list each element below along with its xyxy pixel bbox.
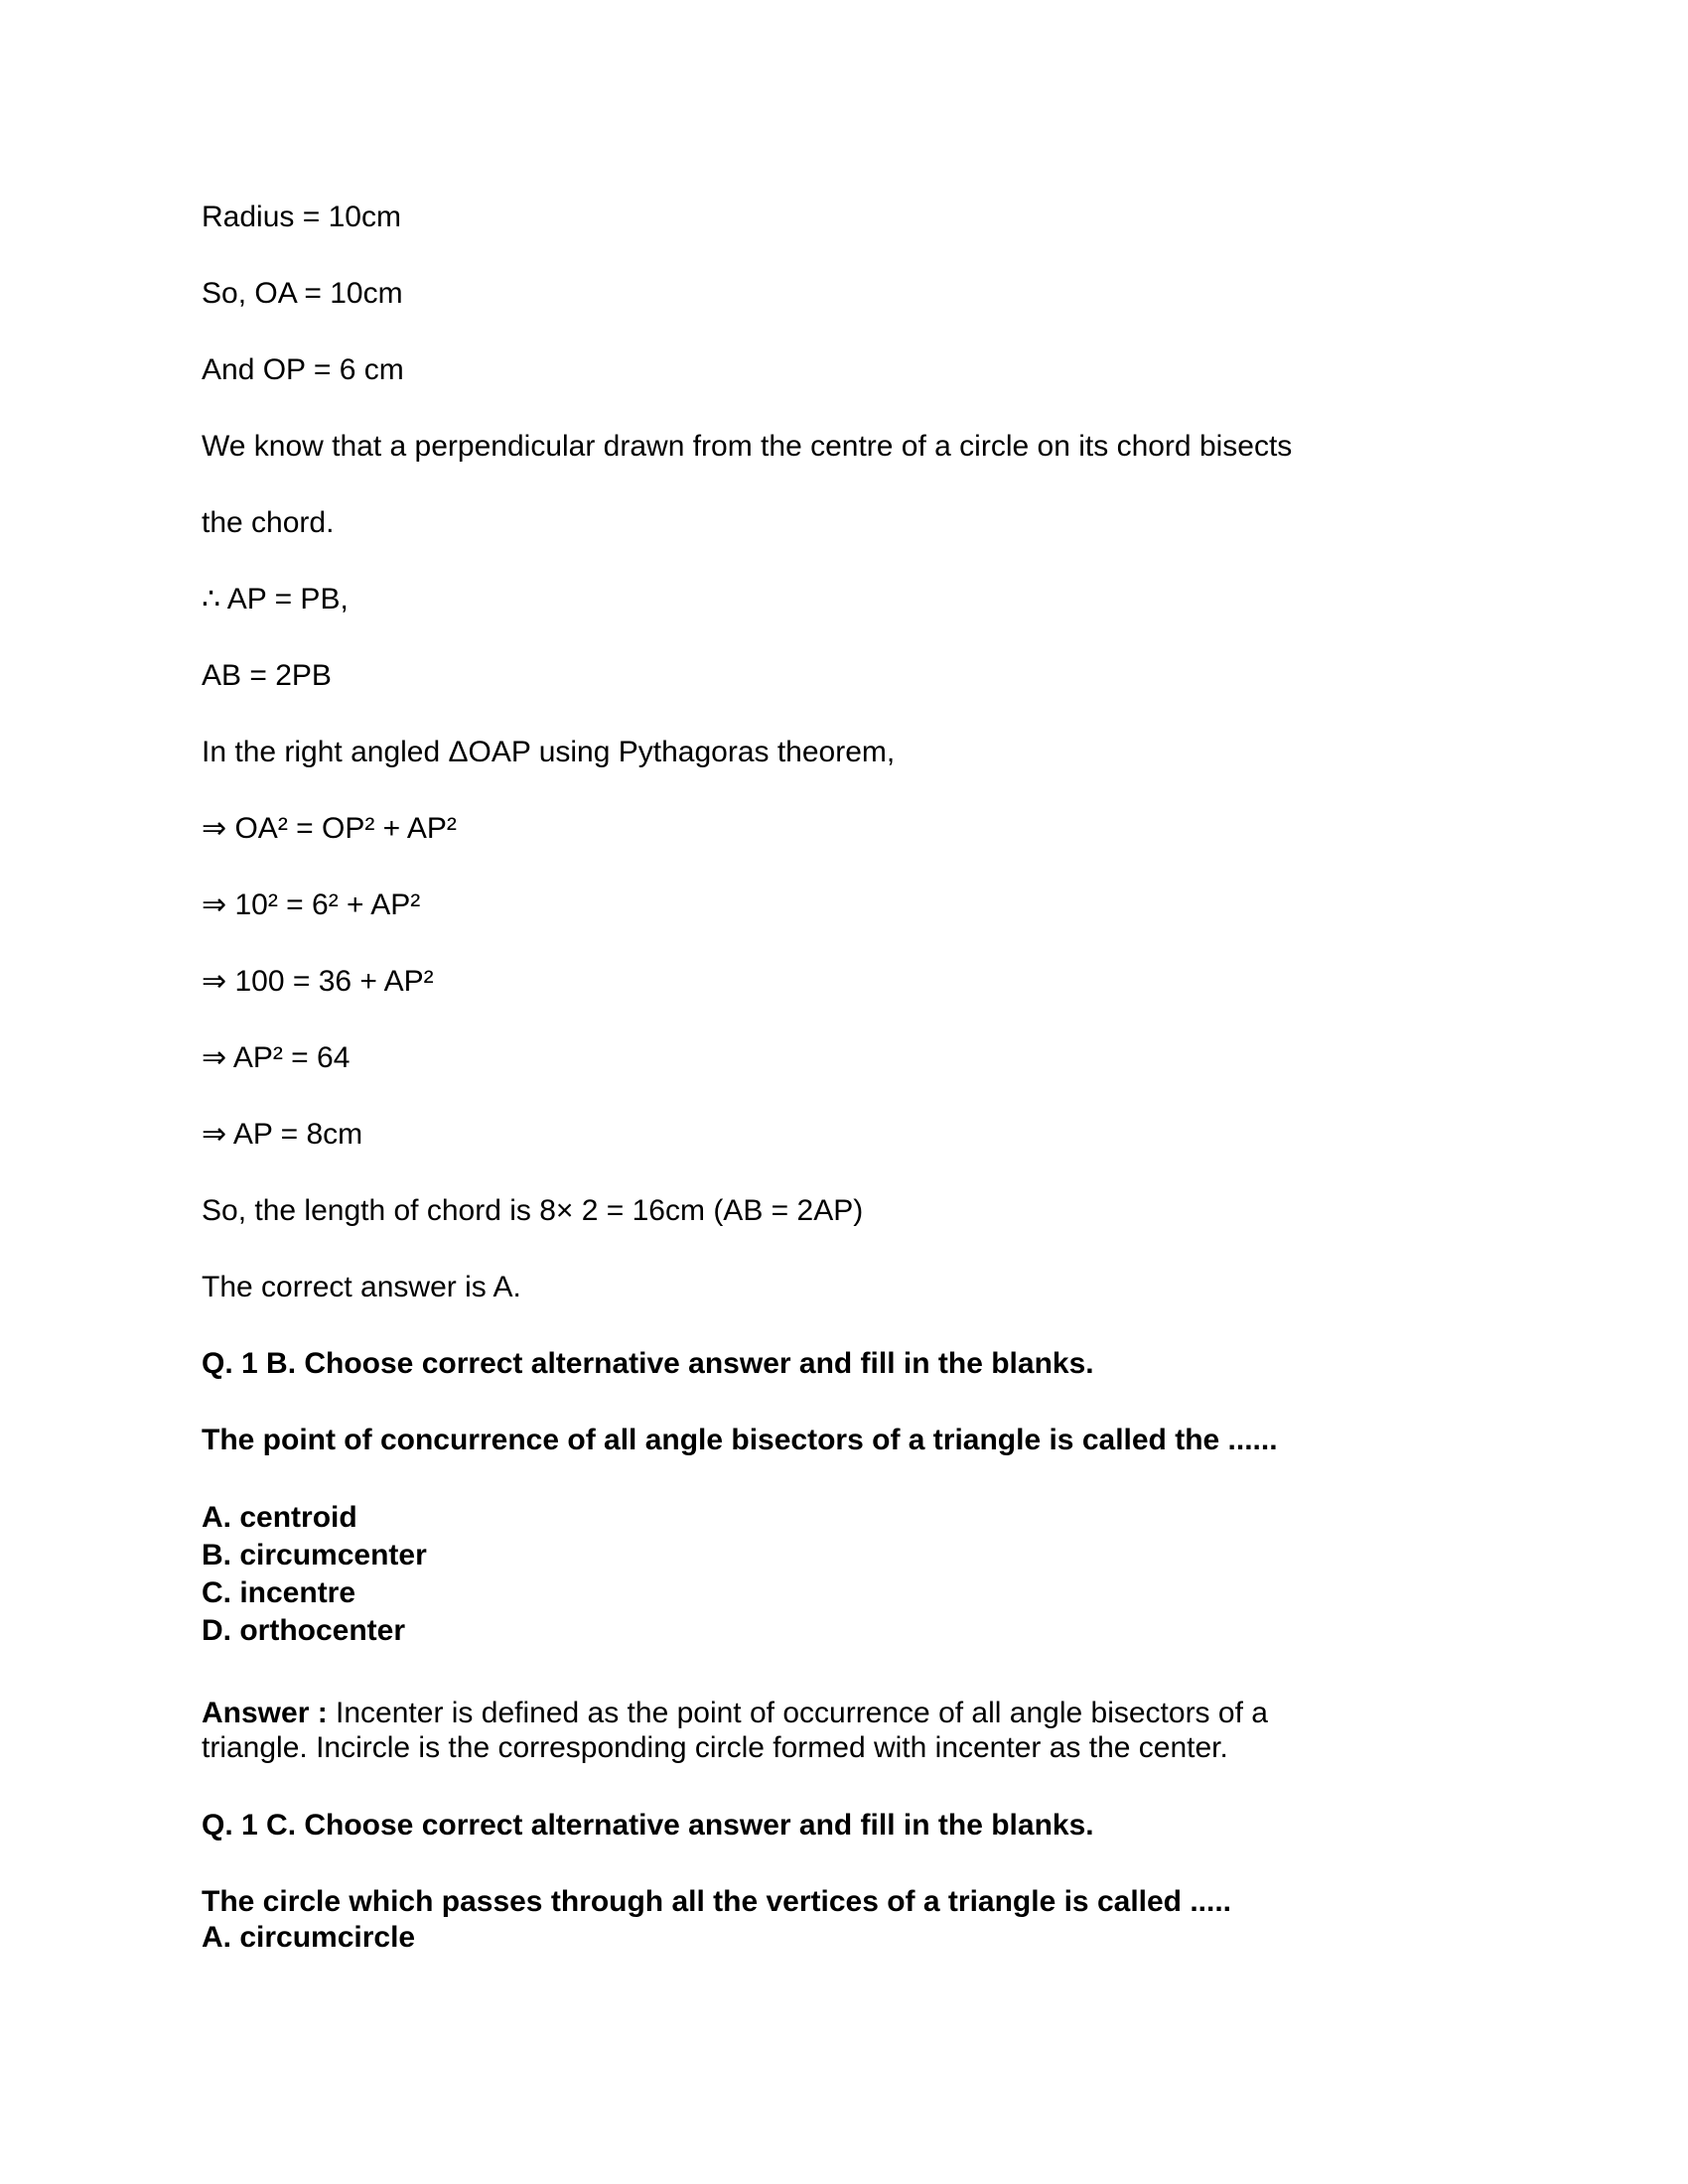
solution-line: AB = 2PB xyxy=(202,659,332,692)
question-1b-option-b: B. circumcenter xyxy=(202,1539,427,1571)
answer-line xyxy=(202,1696,1519,1730)
solution-equation: ⇒ AP² = 64 xyxy=(202,1041,351,1074)
question-1c-heading: Q. 1 C. Choose correct alternative answer and fill in the blanks. xyxy=(202,1809,1094,1842)
question-1b-option-a: A. centroid xyxy=(202,1501,357,1534)
solution-line: Radius = 10cm xyxy=(202,201,401,233)
answer-label: Answer : xyxy=(202,1697,328,1729)
solution-equation: ⇒ AP = 8cm xyxy=(202,1118,363,1151)
question-1c-option-a: A. circumcircle xyxy=(202,1921,416,1954)
question-1b-answer xyxy=(202,1696,1519,1765)
question-1b-options xyxy=(202,1499,1519,1650)
solution-equation: ⇒ OA² = OP² + AP² xyxy=(202,812,457,845)
question-1b-heading: Q. 1 B. Choose correct alternative answer and fill in the blanks. xyxy=(202,1347,1094,1380)
question-1c-prompt: The circle which passes through all the vertices of a triangle is called ..... xyxy=(202,1885,1232,1918)
solution-conclusion: So, the length of chord is 8× 2 = 16cm (AB = 2AP) xyxy=(202,1194,864,1227)
question-1b-prompt: The point of concurrence of all angle bisectors of a triangle is called the ...... xyxy=(202,1424,1278,1456)
solution-line: ∴ AP = PB, xyxy=(202,583,349,615)
solution-line: We know that a perpendicular drawn from the centre of a circle on its chord bisects xyxy=(202,430,1293,463)
solution-equation: ⇒ 10² = 6² + AP² xyxy=(202,888,421,921)
solution-line: the chord. xyxy=(202,506,335,539)
solution-line: In the right angled ΔOAP using Pythagoras theorem, xyxy=(202,736,896,768)
solution-equation: ⇒ 100 = 36 + AP² xyxy=(202,965,434,998)
answer-text: Incenter is defined as the point of occurrence of all angle bisectors of a xyxy=(327,1697,1268,1729)
answer-line: triangle. Incircle is the corresponding circle formed with incenter as the center. xyxy=(202,1731,1228,1764)
solution-line: So, OA = 10cm xyxy=(202,277,403,310)
solution-line: And OP = 6 cm xyxy=(202,353,404,386)
question-1b-option-c: C. incentre xyxy=(202,1576,356,1609)
question-1b-option-d: D. orthocenter xyxy=(202,1614,406,1647)
solution-correct-answer: The correct answer is A. xyxy=(202,1271,521,1303)
